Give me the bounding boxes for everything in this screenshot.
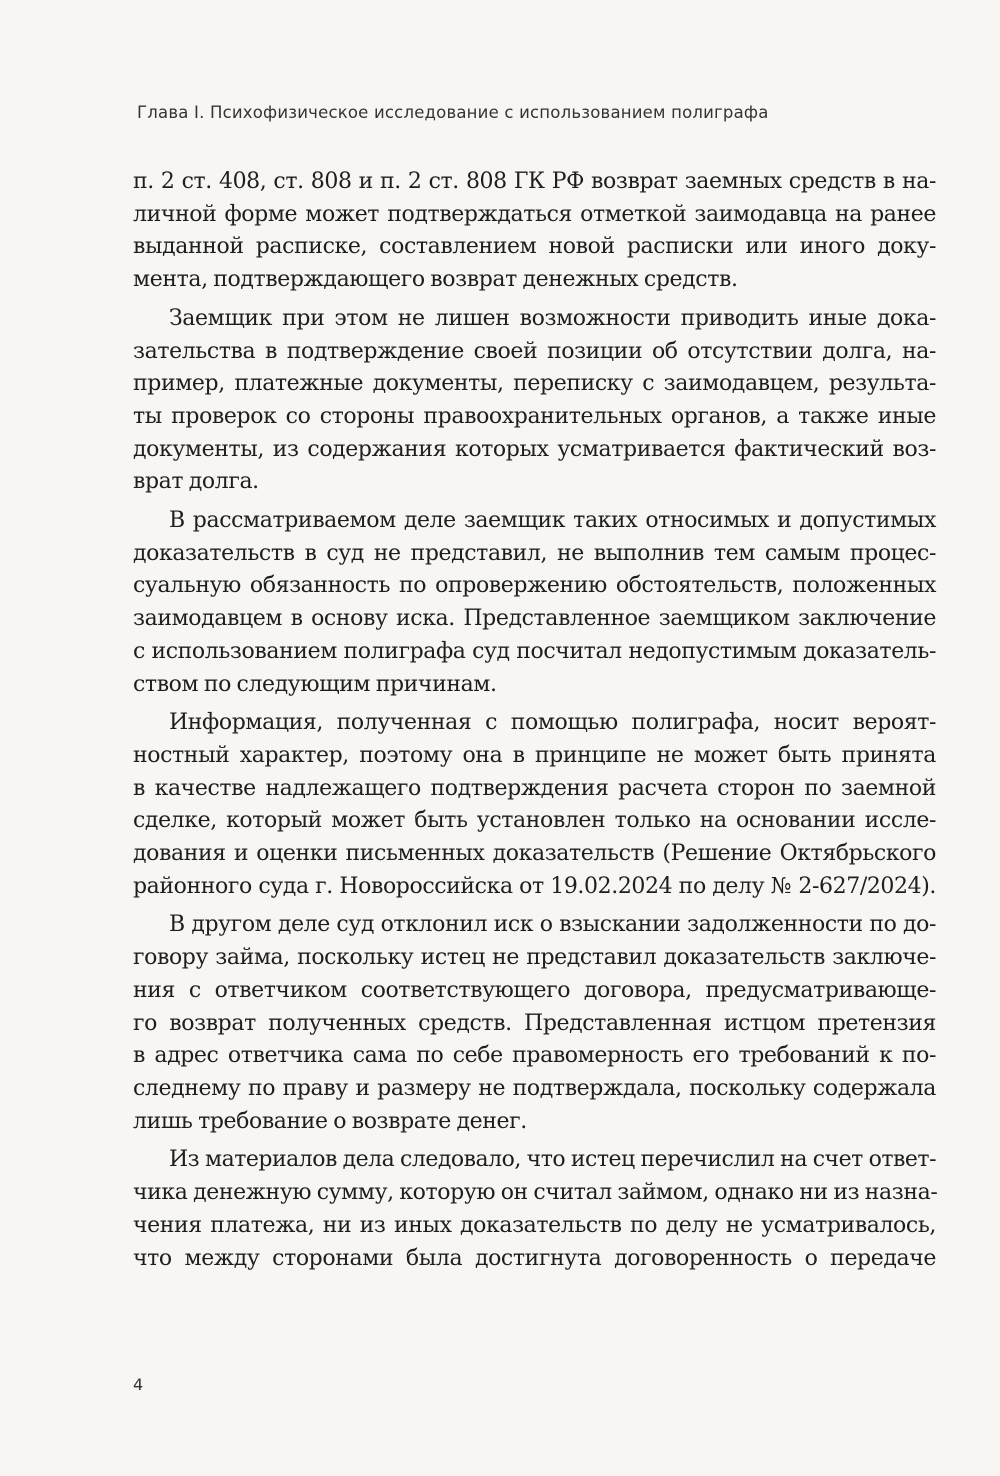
text-line: врат долга. xyxy=(133,469,259,495)
body-text xyxy=(133,166,936,1281)
text-line: пример, платежные документы, переписку с заимодавцем, результа- xyxy=(133,371,936,397)
text-line: ты проверок со стороны правоохранительных органов, а также иные xyxy=(133,403,936,429)
text-line: В другом деле суд отклонил иск о взыскании задолженности по до- xyxy=(169,912,936,938)
text-line: сделке, который может быть установлен только на основании иссле- xyxy=(133,808,936,834)
text-line: го возврат полученных средств. Представленная истцом претензия xyxy=(133,1010,936,1036)
text-line: чика денежную сумму, которую он считал займом, однако ни из назна- xyxy=(133,1180,938,1206)
text-line: выданной расписке, составлением новой расписки или иного доку- xyxy=(133,234,936,260)
page-number: 4 xyxy=(133,1375,144,1394)
running-header: Глава I. Психофизическое исследование с использованием полиграфа xyxy=(137,103,769,122)
text-line: мента, подтверждающего возврат денежных средств. xyxy=(133,267,738,293)
text-line: Заемщик при этом не лишен возможности приводить иные дока- xyxy=(169,305,936,331)
text-line: зательства в подтверждение своей позиции об отсутствии долга, на- xyxy=(133,338,936,364)
text-line: районного суда г. Новороссийска от 19.02.2024 по делу № 2-627/2024). xyxy=(133,873,936,899)
paragraph-6 xyxy=(133,1144,936,1275)
paragraph-5 xyxy=(133,909,936,1138)
text-line: заимодавцем в основу иска. Представленное заемщиком заключение xyxy=(133,606,936,632)
text-line: В рассматриваемом деле заемщик таких относимых и допустимых xyxy=(169,508,936,534)
text-line: в адрес ответчика сама по себе правомерность его требований к по- xyxy=(133,1043,936,1069)
text-line: дования и оценки письменных доказательств (Решение Октябрьского xyxy=(133,841,936,867)
text-line: суальную обязанность по опровержению обстоятельств, положенных xyxy=(133,573,936,599)
text-line: в качестве надлежащего подтверждения расчета сторон по заемной xyxy=(133,775,936,801)
text-line: ством по следующим причинам. xyxy=(133,671,497,697)
text-line: ния с ответчиком соответствующего договора, предусматривающе- xyxy=(133,977,936,1003)
text-line: чения платежа, ни из иных доказательств по делу не усматривалось, xyxy=(133,1212,936,1238)
paragraph-2 xyxy=(133,303,936,499)
text-line: доказательств в суд не представил, не выполнив тем самым процес- xyxy=(133,540,936,566)
text-line: лишь требование о возврате денег. xyxy=(133,1108,527,1134)
text-line: Из материалов дела следовало, что истец перечислил на счет ответ- xyxy=(169,1147,936,1173)
text-line: документы, из содержания которых усматривается фактический воз- xyxy=(133,436,936,462)
text-line: личной форме может подтверждаться отметкой заимодавца на ранее xyxy=(133,201,936,227)
text-line: с использованием полиграфа суд посчитал недопустимым доказатель- xyxy=(133,638,936,664)
paragraph-1 xyxy=(133,166,936,297)
paragraph-3 xyxy=(133,505,936,701)
text-line: п. 2 ст. 408, ст. 808 и п. 2 ст. 808 ГК РФ возврат заемных средств в на- xyxy=(133,169,936,194)
text-line: что между сторонами была достигнута договоренность о передаче xyxy=(133,1245,936,1271)
text-line: следнему по праву и размеру не подтверждала, поскольку содержала xyxy=(133,1075,936,1101)
paragraph-4 xyxy=(133,707,936,903)
text-line: ностный характер, поэтому она в принципе не может быть принята xyxy=(133,742,936,768)
text-line: говору займа, поскольку истец не представил доказательств заключе- xyxy=(133,945,936,971)
text-line: Информация, полученная с помощью полиграфа, носит вероят- xyxy=(169,710,936,736)
